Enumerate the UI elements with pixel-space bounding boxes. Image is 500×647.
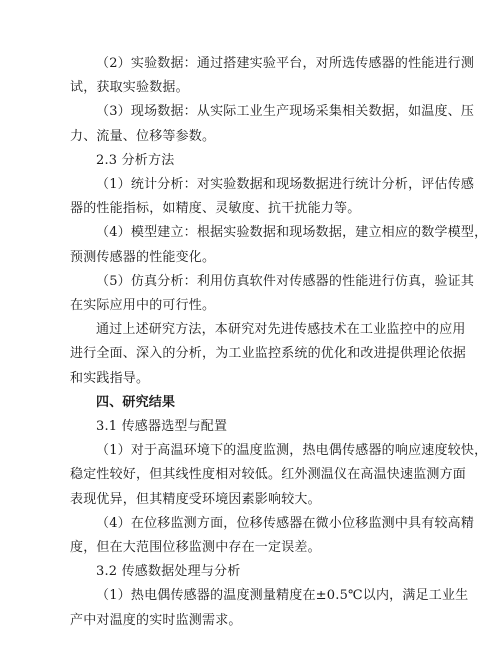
paragraph-line: 预测传感器的性能变化。 (70, 249, 216, 265)
paragraph-line: 度，但在大范围位移监测中存在一定误差。 (70, 540, 321, 555)
paragraph-line: 表现优异，但其精度受环境因素影响较大。 (70, 491, 321, 507)
section-heading: 2.3 分析方法 (96, 152, 175, 168)
paragraph-line: 稳定性较好，但其线性度相对较低。红外测温仪在高温快速监测方面 (70, 467, 467, 483)
paragraph-line: （4）模型建立：根据实验数据和现场数据，建立相应的数学模型， (96, 225, 488, 241)
paragraph-line: （1）对于高温环境下的温度监测，热电偶传感器的响应速度较快， (96, 443, 488, 459)
paragraph-line: 产中对温度的实时监测需求。 (70, 612, 242, 628)
paragraph-line: （4）在位移监测方面，位移传感器在微小位移监测中具有较高精 (96, 515, 475, 531)
paragraph-line: 和实践指导。 (70, 370, 150, 386)
paragraph-line: （1）统计分析：对实验数据和现场数据进行统计分析，评估传感 (96, 177, 475, 192)
paragraph-line: 进行全面、深入的分析，为工业监控系统的优化和改进提供理论依据 (70, 346, 467, 362)
paragraph-line: （3）现场数据：从实际工业生产现场采集相关数据，如温度、压 (96, 104, 475, 120)
paragraph-line: （5）仿真分析：利用仿真软件对传感器的性能进行仿真，验证其 (96, 273, 475, 289)
paragraph-line: 通过上述研究方法，本研究对先进传感技术在工业监控中的应用 (96, 322, 466, 338)
paragraph-line: 试，获取实验数据。 (70, 80, 189, 96)
paragraph-line: 器的性能指标，如精度、灵敏度、抗干扰能力等。 (70, 201, 361, 217)
chapter-heading: 四、研究结果 (96, 394, 176, 410)
paragraph-line: （2）实验数据：通过搭建实验平台，对所选传感器的性能进行测 (96, 56, 475, 71)
paragraph-line: 力、流量、位移等参数。 (70, 128, 216, 144)
paragraph-line: 在实际应用中的可行性。 (70, 298, 216, 313)
section-heading: 3.2 传感数据处理与分析 (96, 564, 241, 580)
paragraph-line: （1）热电偶传感器的温度测量精度在±0.5℃以内，满足工业生 (96, 588, 469, 604)
section-heading: 3.1 传感器选型与配置 (96, 419, 228, 434)
